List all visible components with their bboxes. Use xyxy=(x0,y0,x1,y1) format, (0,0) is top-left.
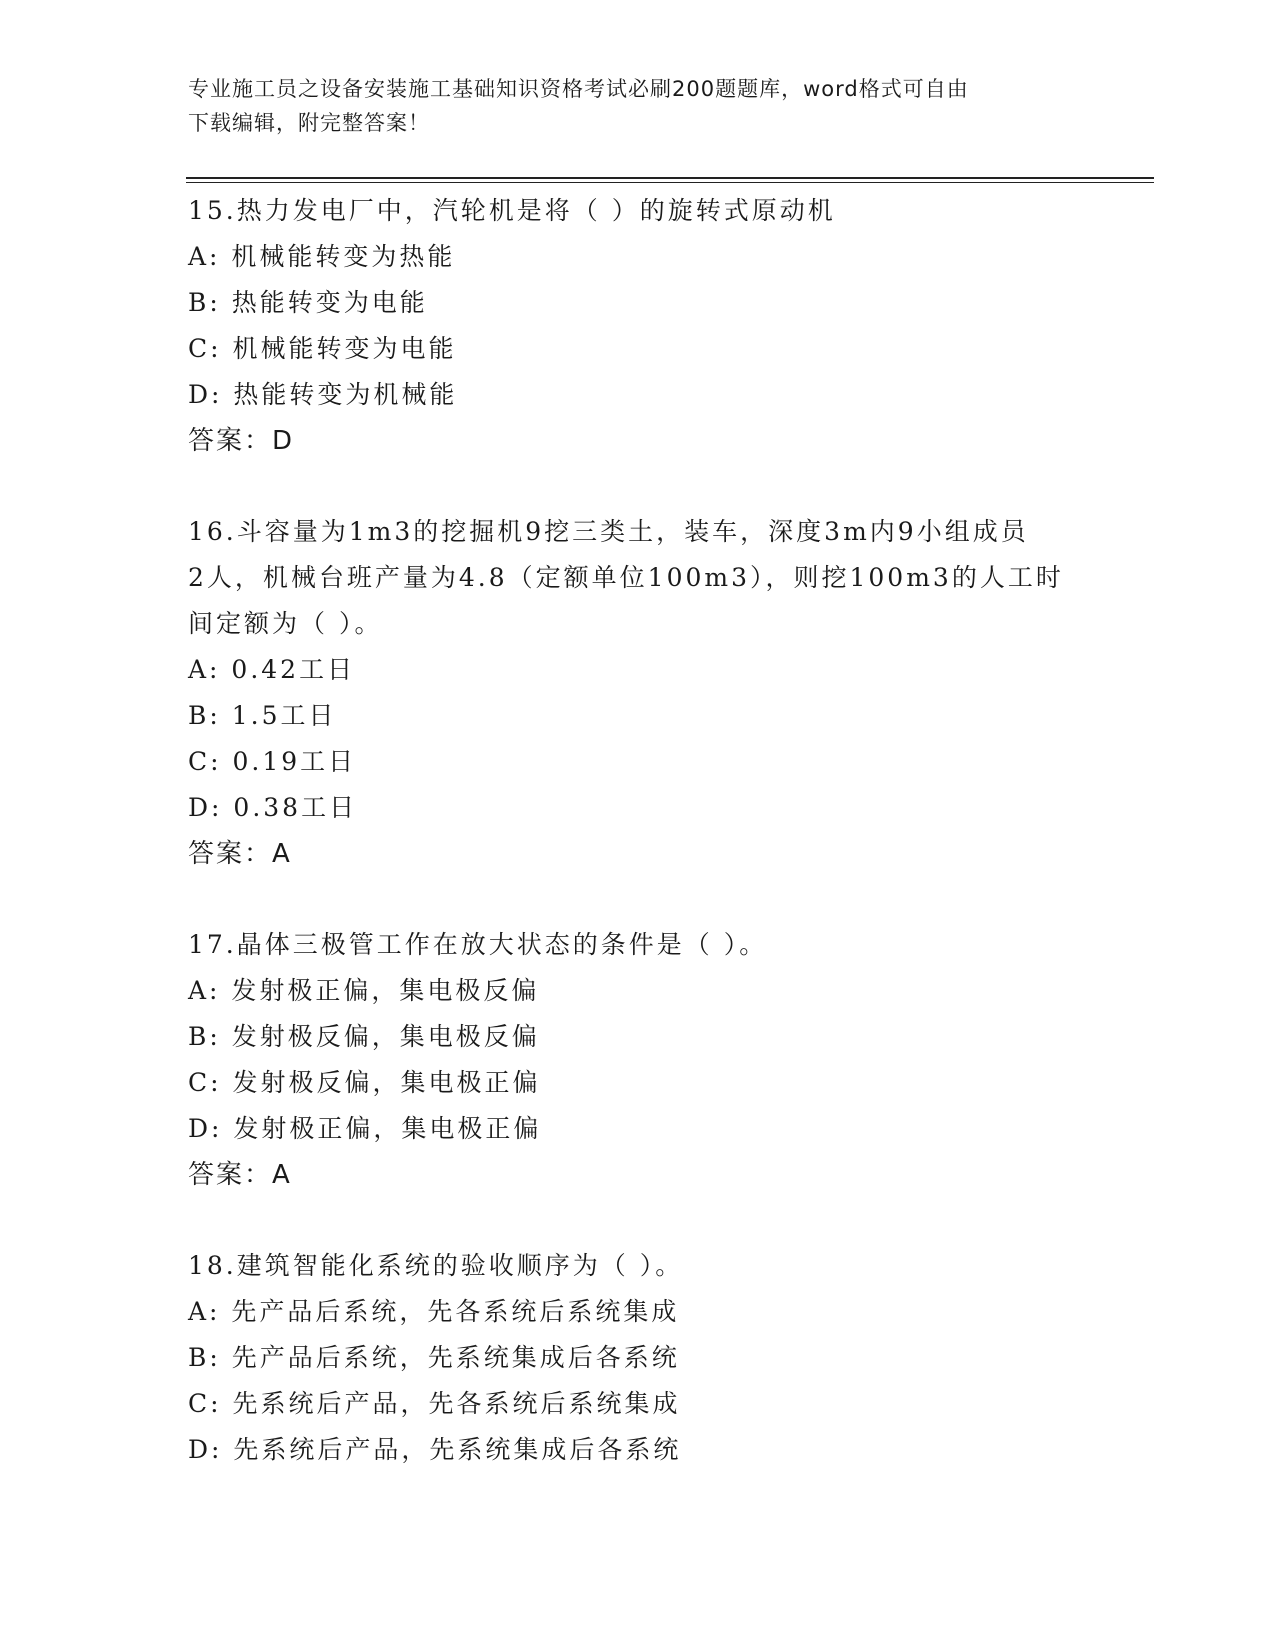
option-a: A: 先产品后系统，先各系统后系统集成 xyxy=(188,1297,680,1326)
question-stem: 17.晶体三极管工作在放大状态的条件是（ ）。 xyxy=(188,930,768,959)
answer-line: 答案：A xyxy=(188,1160,292,1190)
document-header xyxy=(188,72,1088,140)
header-divider-thick xyxy=(186,177,1154,179)
option-b: B: 1.5工日 xyxy=(188,701,337,730)
header-line-2: 下载编辑，附完整答案！ xyxy=(188,111,430,135)
option-c: C: 发射极反偏，集电极正偏 xyxy=(188,1068,541,1097)
question-15 xyxy=(188,188,1088,464)
answer-line: 答案：A xyxy=(188,839,292,869)
question-list xyxy=(188,188,1088,1518)
question-17 xyxy=(188,922,1088,1198)
option-b: B: 热能转变为电能 xyxy=(188,288,428,317)
question-18 xyxy=(188,1243,1088,1473)
option-d: D: 发射极正偏，集电极正偏 xyxy=(188,1114,542,1143)
question-stem: 18.建筑智能化系统的验收顺序为（ ）。 xyxy=(188,1251,684,1280)
question-stem-line-2: 2人，机械台班产量为4.8（定额单位100m3），则挖100m3的人工时 xyxy=(188,563,1064,592)
question-stem-line-1: 16.斗容量为1m3的挖掘机9挖三类土，装车，深度3m内9小组成员 xyxy=(188,517,1029,546)
option-d: D: 先系统后产品，先系统集成后各系统 xyxy=(188,1435,682,1464)
option-b: B: 先产品后系统，先系统集成后各系统 xyxy=(188,1343,680,1372)
header-line-1: 专业施工员之设备安装施工基础知识资格考试必刷200题题库，word格式可自由 xyxy=(188,77,969,101)
option-a: A: 发射极正偏，集电极反偏 xyxy=(188,976,540,1005)
option-c: C: 机械能转变为电能 xyxy=(188,334,457,363)
answer-line: 答案：D xyxy=(188,426,295,456)
question-stem-line-3: 间定额为（ ）。 xyxy=(188,609,383,638)
question-16 xyxy=(188,509,1088,877)
option-b: B: 发射极反偏，集电极反偏 xyxy=(188,1022,540,1051)
option-c: C: 0.19工日 xyxy=(188,747,357,776)
option-c: C: 先系统后产品，先各系统后系统集成 xyxy=(188,1389,681,1418)
option-d: D: 热能转变为机械能 xyxy=(188,380,458,409)
header-divider-thin xyxy=(186,182,1154,183)
option-a: A: 0.42工日 xyxy=(188,655,356,684)
option-d: D: 0.38工日 xyxy=(188,793,358,822)
question-stem: 15.热力发电厂中，汽轮机是将（ ）的旋转式原动机 xyxy=(188,196,836,225)
option-a: A: 机械能转变为热能 xyxy=(188,242,456,271)
